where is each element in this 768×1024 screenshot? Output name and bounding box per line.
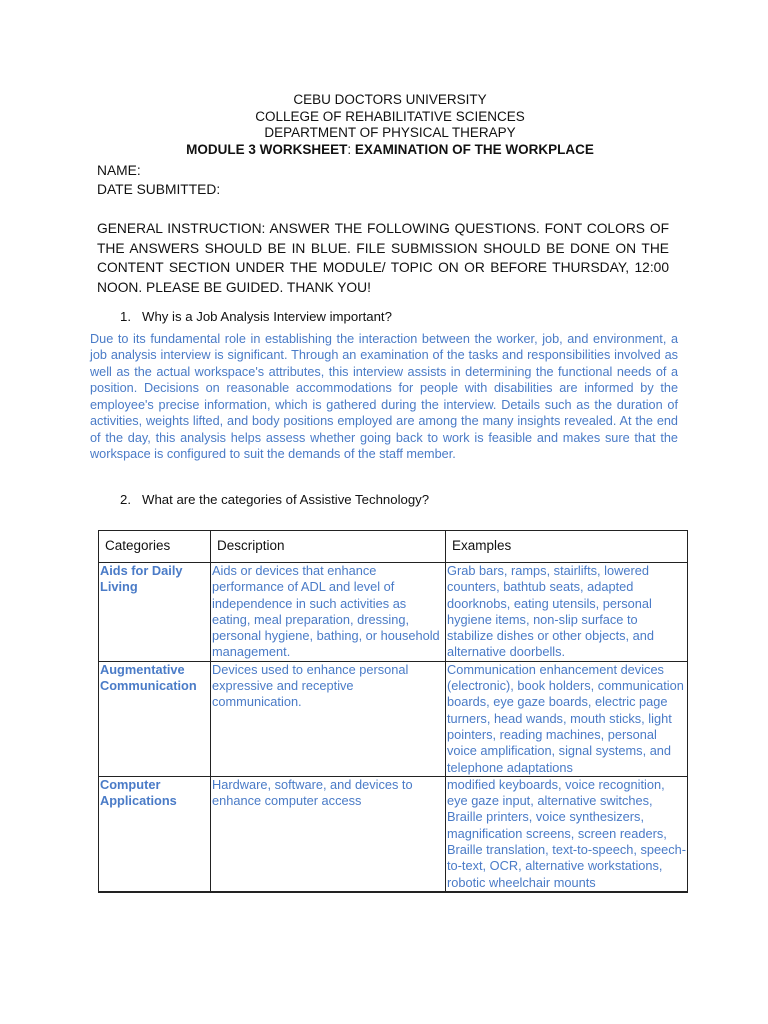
question-number: 2. (120, 492, 131, 507)
worksheet-title-module: MODULE 3 WORKSHEET (186, 141, 348, 157)
worksheet-title-separator: : (347, 141, 355, 157)
worksheet-title (0, 142, 768, 159)
question-number: 1. (120, 309, 131, 324)
examples-cell: modified keyboards, voice recognition, eye gaze input, alternative switches, Braille printers, voice synthesizers, magnification screens, screen readers, Braille translation, text-to-speech, speech-to-text, OCR, alternative workstations, robotic wheelchair mounts (446, 776, 688, 892)
university-name: CEBU DOCTORS UNIVERSITY (293, 92, 487, 107)
description-cell: Aids or devices that enhance performance of ADL and level of independence in such activities as eating, meal preparation, dressing, personal hygiene, bathing, or household management. (211, 563, 446, 662)
description-cell: Devices used to enhance personal expressive and receptive communication. (211, 661, 446, 776)
table-row (99, 661, 688, 776)
examples-cell: Communication enhancement devices (electronic), book holders, communication boards, eye gaze boards, electric page turners, head wands, mouth sticks, light pointers, reading machines, personal voice amplification, signal systems, and telephone adaptations (446, 661, 688, 776)
document-header (0, 92, 768, 158)
column-header-categories: Categories (99, 531, 211, 563)
table-header-row (99, 531, 688, 563)
student-fields (97, 161, 220, 199)
answer-1: Due to its fundamental role in establishing the interaction between the worker, job, and environment, a job analysis interview is significant. Through an examination of the tasks and responsibilities involved as well as the actual workspace's attributes, this interview assists in determining the functional needs of a position. Decisions on reasonable accommodations for people with disabilities are informed by the employee's precise information, which is gathered during the interview. Details such as the duration of activities, weights lifted, and body positions employed are among the many insights revealed. At the end of the day, this analysis helps assess whether going back to work is feasible and makes sure that the workspace is configured to suit the demands of the staff member. (90, 332, 678, 462)
question-text: Why is a Job Analysis Interview important? (142, 309, 392, 324)
question-1 (120, 309, 392, 324)
column-header-examples: Examples (446, 531, 688, 563)
general-instruction: GENERAL INSTRUCTION: ANSWER THE FOLLOWING QUESTIONS. FONT COLORS OF THE ANSWERS SHOULD BE IN BLUE. FILE SUBMISSION SHOULD BE DONE ON THE CONTENT SECTION UNDER THE MODULE/ TOPIC ON OR BEFORE THURSDAY, 12:00 NOON. PLEASE BE GUIDED. THANK YOU! (97, 221, 669, 295)
name-field-label: NAME: (97, 163, 141, 178)
assistive-technology-table (98, 530, 688, 893)
date-submitted-label: DATE SUBMITTED: (97, 182, 221, 197)
description-cell: Hardware, software, and devices to enhance computer access (211, 776, 446, 892)
category-cell: Augmentative Communication (99, 661, 211, 776)
column-header-description: Description (211, 531, 446, 563)
question-2 (120, 492, 429, 507)
worksheet-title-topic: EXAMINATION OF THE WORKPLACE (354, 141, 594, 157)
question-text: What are the categories of Assistive Technology? (142, 492, 430, 507)
department-name: DEPARTMENT OF PHYSICAL THERAPY (264, 125, 516, 141)
category-cell: Computer Applications (99, 776, 211, 892)
examples-cell: Grab bars, ramps, stairlifts, lowered counters, bathtub seats, adapted doorknobs, eating utensils, personal hygiene items, non-slip surface to stabilize dishes or other objects, and alternative doorbells. (446, 563, 688, 662)
college-name: COLLEGE OF REHABILITATIVE SCIENCES (255, 108, 525, 124)
category-cell: Aids for Daily Living (99, 563, 211, 662)
table-row (99, 563, 688, 662)
table-row (99, 776, 688, 892)
